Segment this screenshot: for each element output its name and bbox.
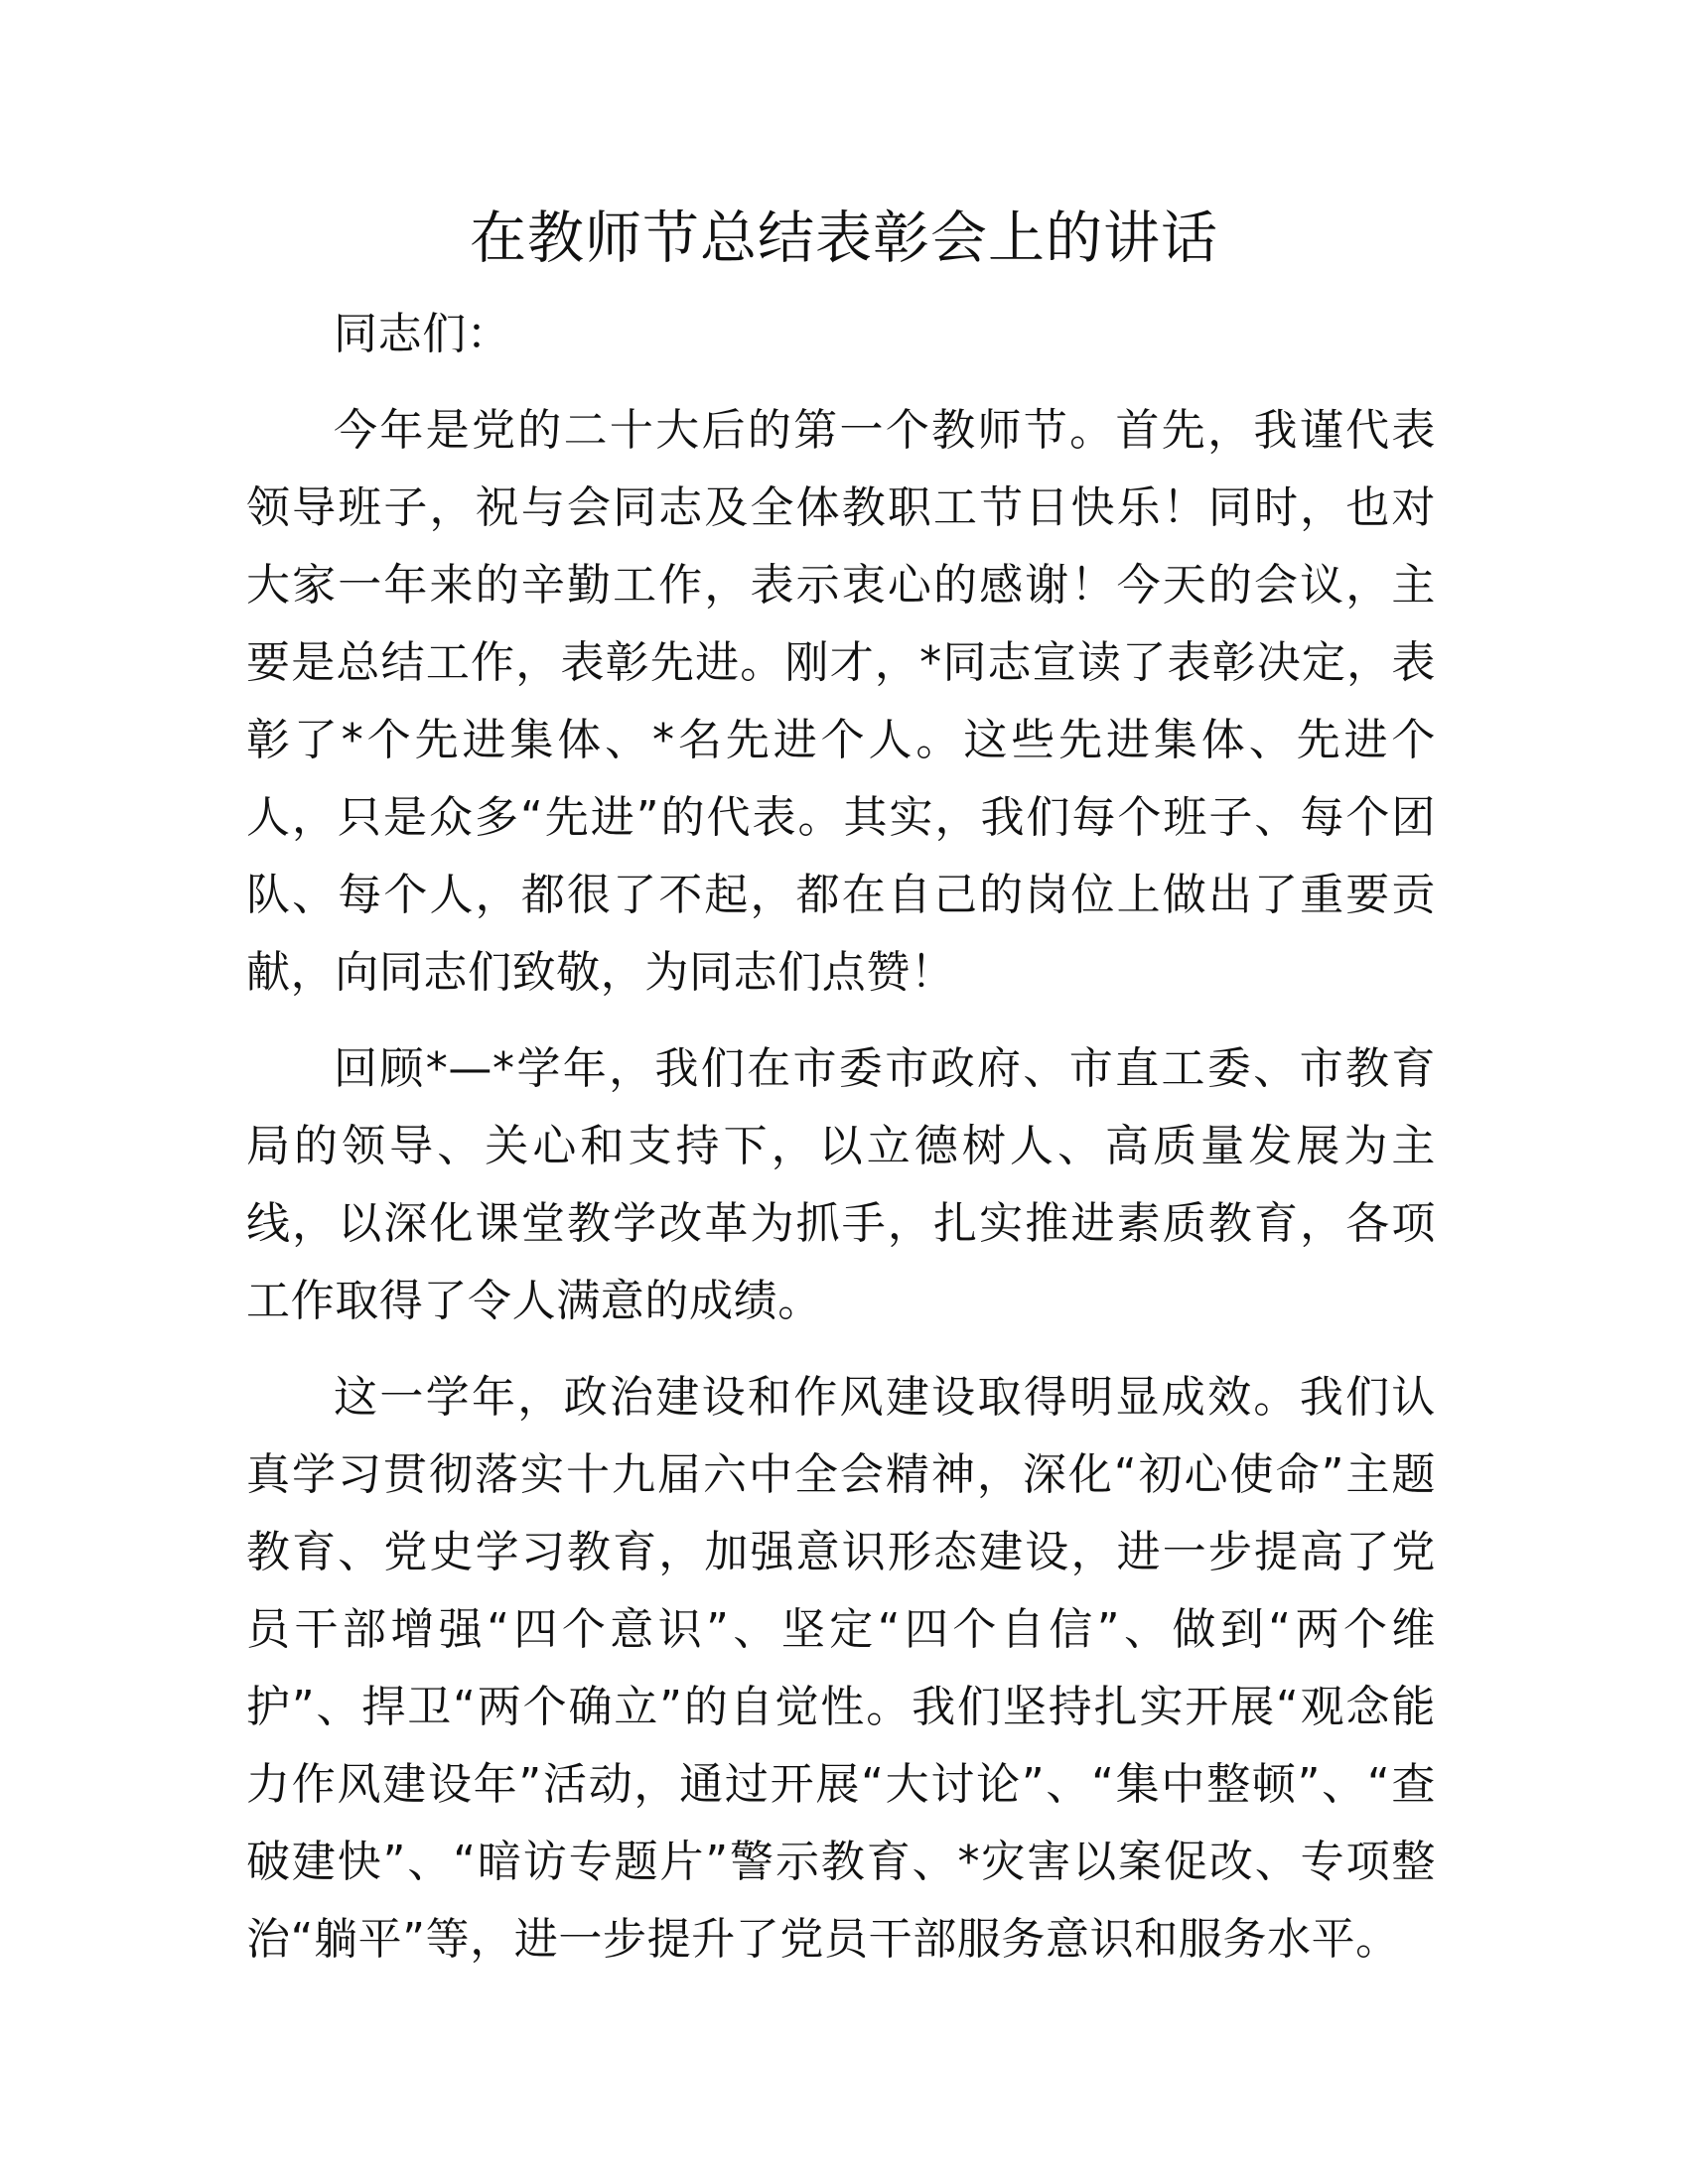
salutation: 同志们： (334, 309, 511, 359)
document-title: 在教师节总结表彰会上的讲话 (470, 205, 1218, 271)
paragraph-review: 回顾*—*学年，我们在市委市政府、市直工委、市教育局的领导、关心和支持下，以立德树人、高质量发展为主线，以深化课堂教学改革为抓手，扎实推进素质教育，各项工作取得了令人满意的成绩。 (246, 1043, 1436, 1326)
document-body (246, 296, 1436, 1997)
paragraph-political-building: 这一学年，政治建设和作风建设取得明显成效。我们认真学习贯彻落实十九届六中全会精神，深化“初心使命”主题教育、党史学习教育，加强意识形态建设，进一步提高了党员干部增强“四个意识”、坚定“四个自信”、做到“两个维护”、捍卫“两个确立”的自觉性。我们坚持扎实开展“观念能力作风建设年”活动，通过开展“大讨论”、“集中整顿”、“查破建快”、“暗访专题片”警示教育、*灾害以案促改、专项整治“躺平”等，进一步提升了党员干部服务意识和服务水平。 (246, 1372, 1436, 1965)
paragraph-greeting: 今年是党的二十大后的第一个教师节。首先，我谨代表领导班子，祝与会同志及全体教职工节日快乐！同时，也对大家一年来的辛勤工作，表示衷心的感谢！今天的会议，主要是总结工作，表彰先进。刚才，*同志宣读了表彰决定，表彰了*个先进集体、*名先进个人。这些先进集体、先进个人，只是众多“先进”的代表。其实，我们每个班子、每个团队、每个人，都很了不起，都在自己的岗位上做出了重要贡献，向同志们致敬，为同志们点赞！ (246, 405, 1436, 998)
